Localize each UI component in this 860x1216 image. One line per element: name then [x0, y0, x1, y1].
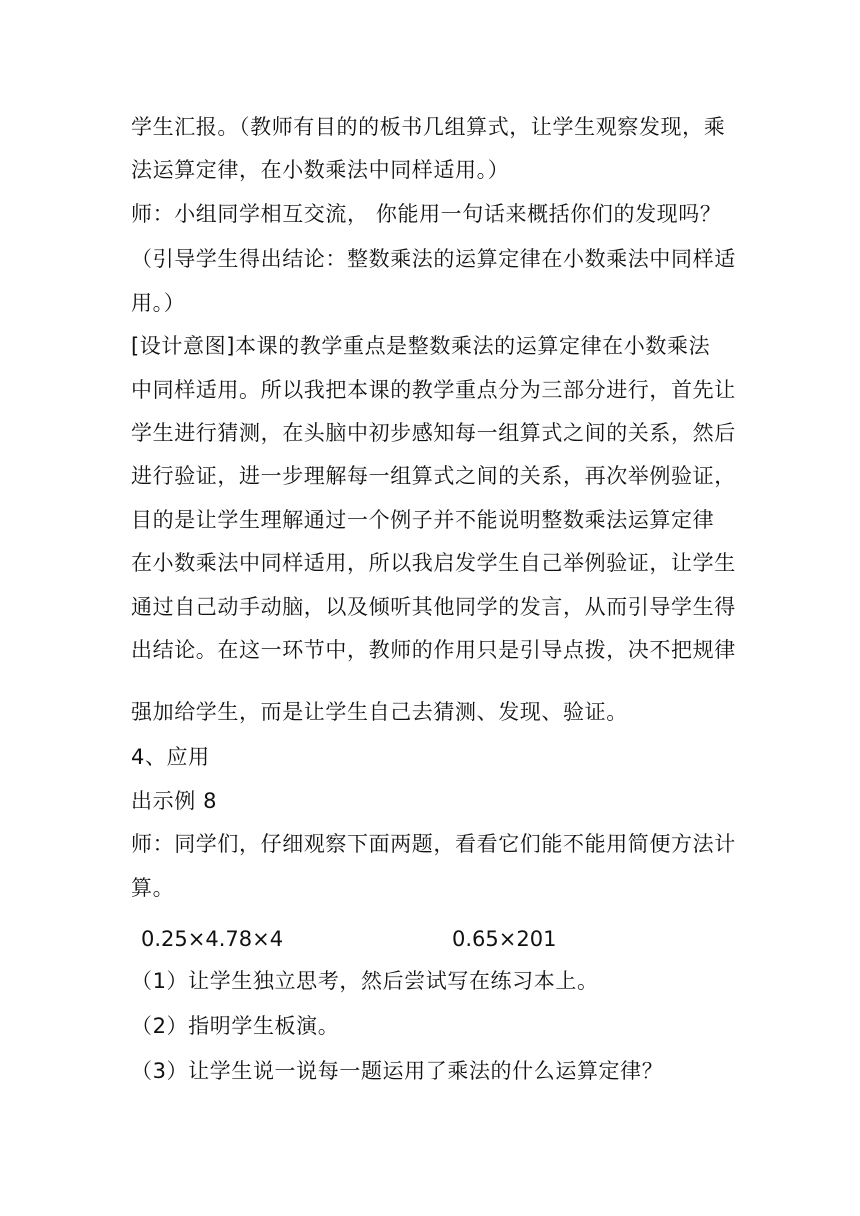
paragraph-line: 师：小组同学相互交流， 你能用一句话来概括你们的发现吗？: [131, 202, 722, 226]
paragraph-line: 用。）: [131, 291, 186, 315]
paragraph-line: [设计意图]本课的教学重点是整数乘法的运算定律在小数乘法: [131, 334, 711, 358]
formula-left: 0.25×4.78×4: [141, 927, 284, 951]
paragraph-line: 师：同学们，仔细观察下面两题，看看它们能不能用简便方法计: [131, 832, 736, 856]
section-heading: 4、应用: [131, 745, 210, 769]
paragraph-line: 学生进行猜测，在头脑中初步感知每一组算式之间的关系，然后: [131, 421, 736, 445]
paragraph-line: （引导学生得出结论：整数乘法的运算定律在小数乘法中同样适: [131, 247, 736, 271]
step-item: （3）让学生说一说每一题运用了乘法的什么运算定律？: [131, 1059, 664, 1083]
paragraph-line: 进行验证，进一步理解每一组算式之间的关系，再次举例验证，: [131, 464, 736, 488]
paragraph-line: 目的是让学生理解通过一个例子并不能说明整数乘法运算定律: [131, 508, 715, 532]
step-item: （2）指明学生板演。: [131, 1014, 340, 1038]
paragraph-line: 出结论。在这一环节中，教师的作用只是引导点拨，决不把规律: [131, 638, 736, 662]
paragraph-line: 算。: [131, 876, 175, 900]
paragraph-line: 通过自己动手动脑，以及倾听其他同学的发言，从而引导学生得: [131, 595, 736, 619]
paragraph-line: 强加给学生，而是让学生自己去猜测、发现、验证。: [131, 700, 628, 724]
paragraph-line: 法运算定律，在小数乘法中同样适用。）: [131, 158, 510, 182]
step-item: （1）让学生独立思考，然后尝试写在练习本上。: [131, 969, 599, 993]
example-label: 出示例 8: [131, 789, 218, 813]
paragraph-line: 中同样适用。所以我把本课的教学重点分为三部分进行，首先让: [131, 378, 736, 402]
formula-right: 0.65×201: [452, 927, 557, 951]
paragraph-line: 学生汇报。（教师有目的的板书几组算式，让学生观察发现，乘: [131, 115, 726, 139]
paragraph-line: 在小数乘法中同样适用，所以我启发学生自己举例验证，让学生: [131, 551, 736, 575]
